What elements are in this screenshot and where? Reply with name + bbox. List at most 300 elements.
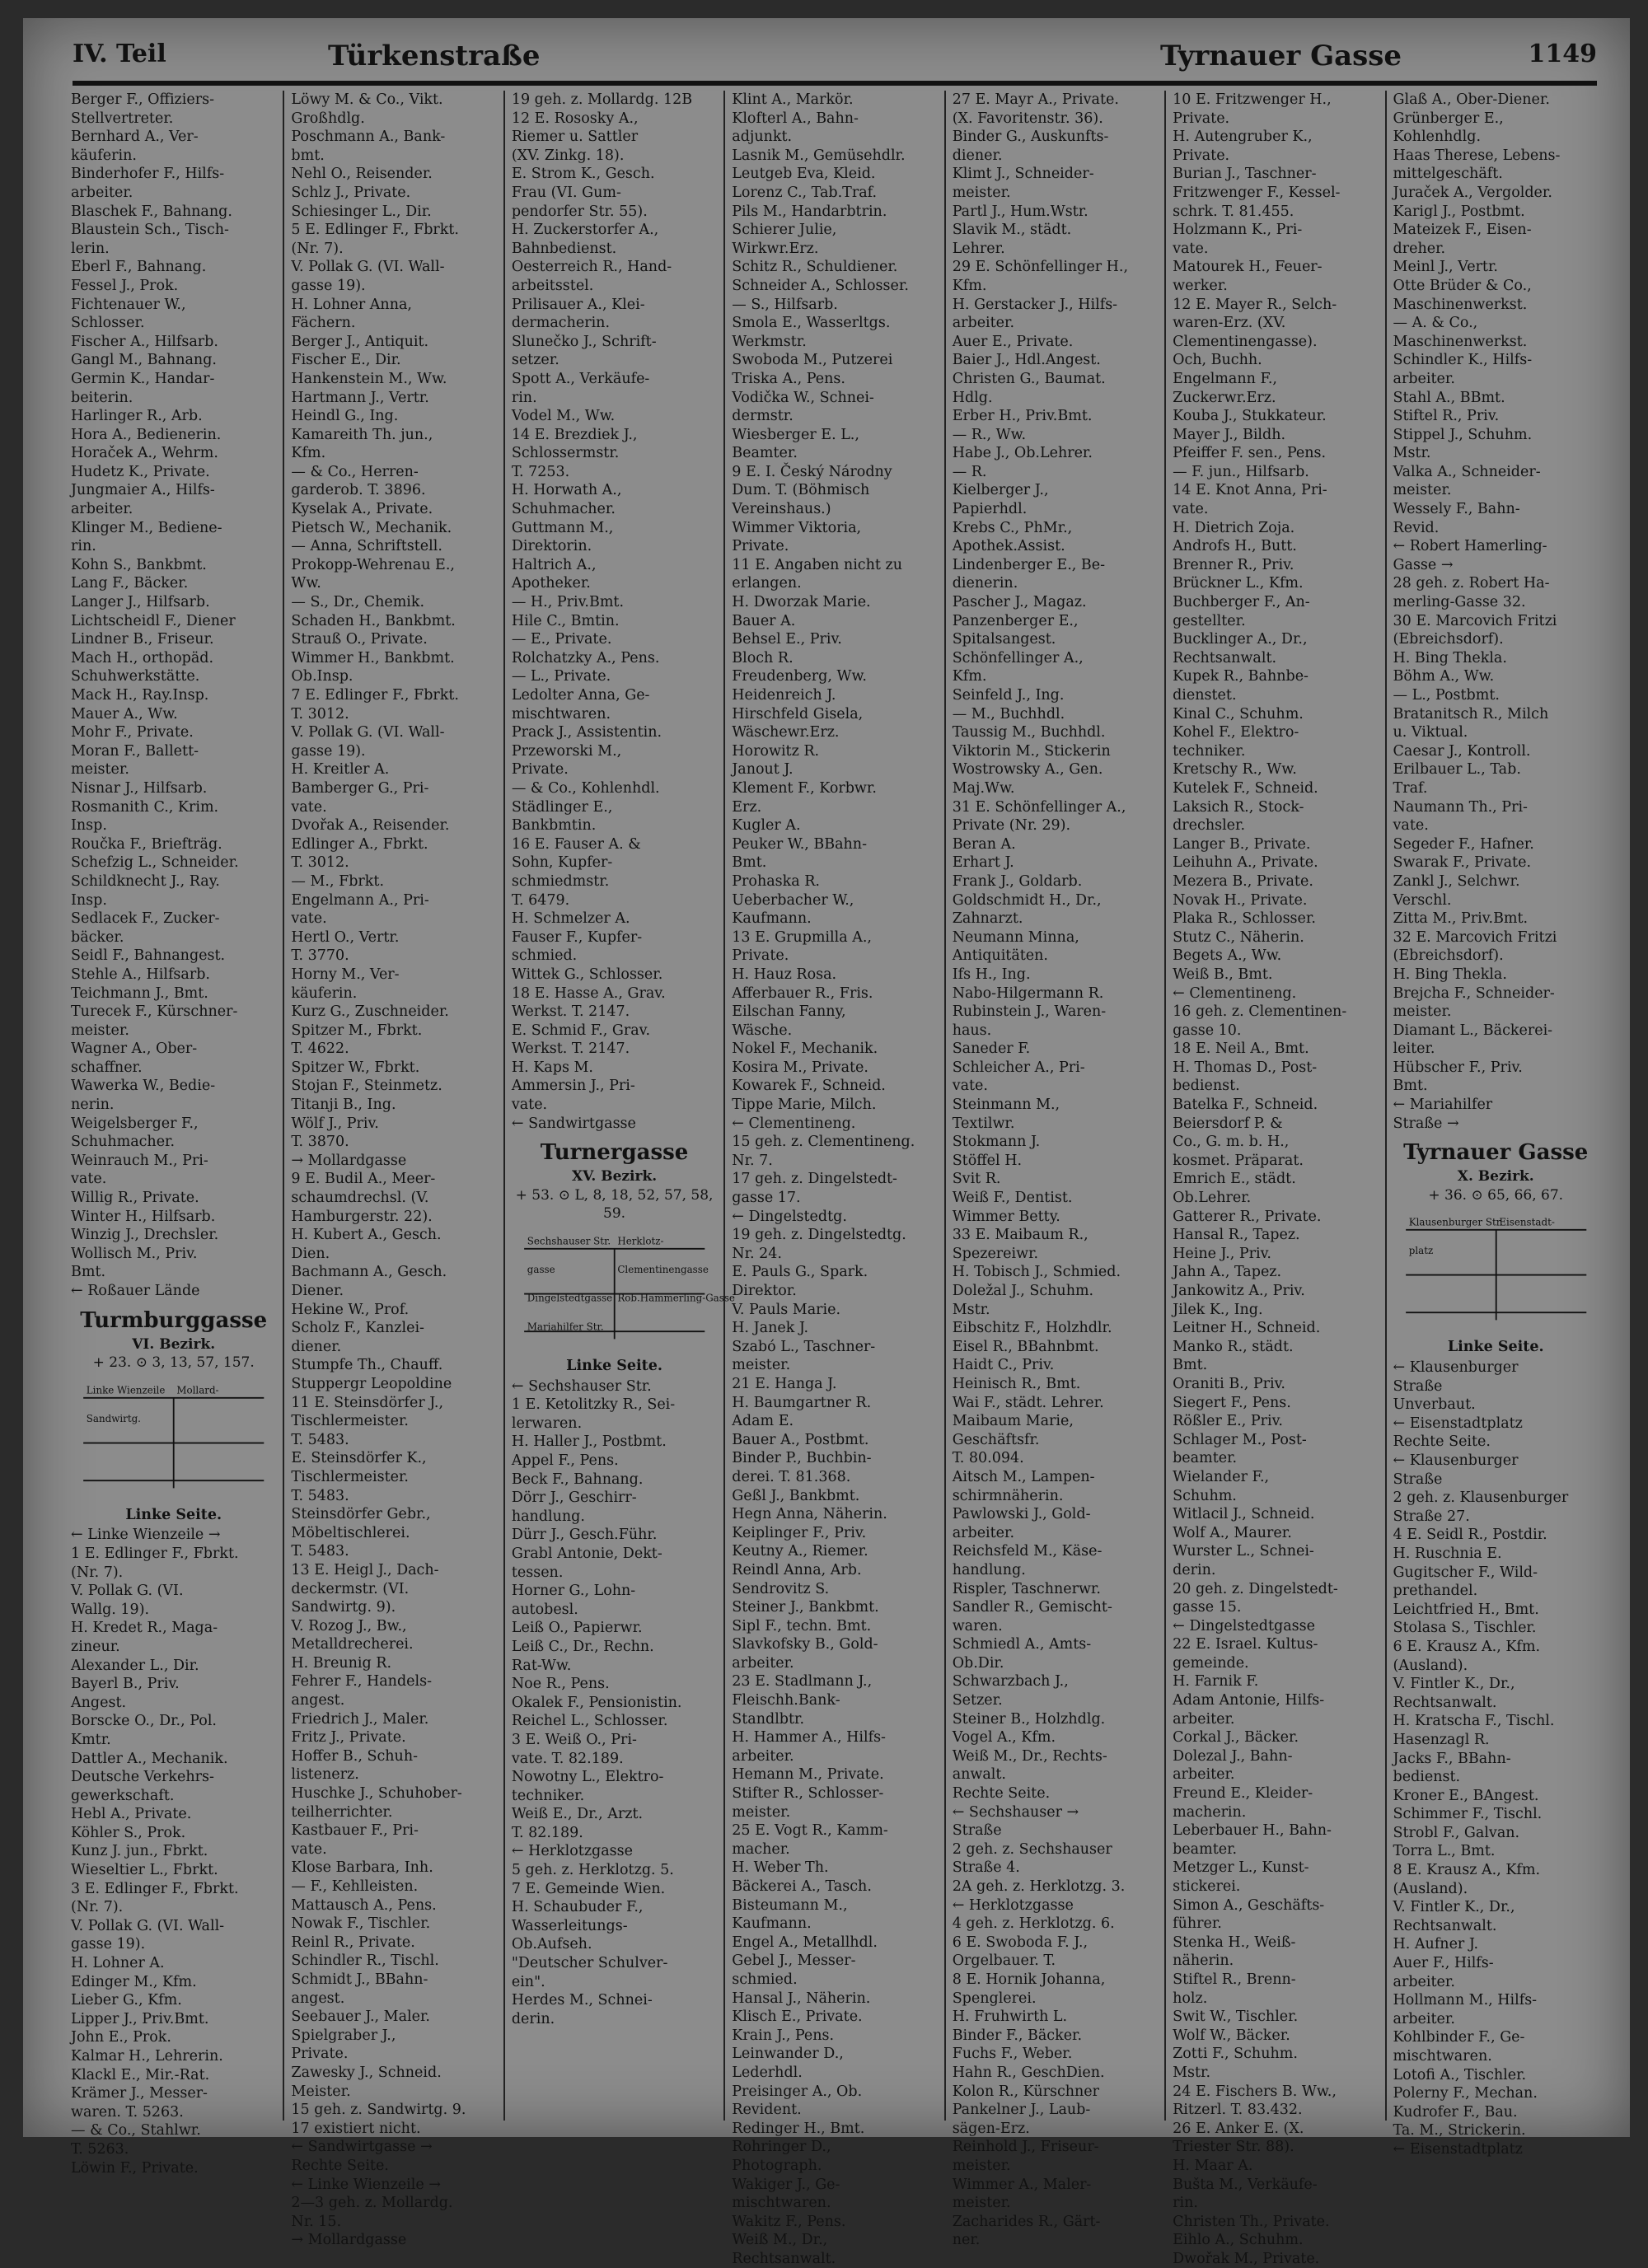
directory-entry: Ledolter Anna, Ge- — [511, 687, 650, 704]
directory-entry: Wallg. 19). — [71, 1601, 150, 1618]
directory-entry: Leihuhn A., Private. — [1173, 854, 1318, 872]
directory-entry: 16 E. Fauser A. & — [511, 835, 641, 853]
directory-entry: H. Weber Th. — [732, 1859, 829, 1877]
directory-entry: Turecek F., Kürschner- — [71, 1003, 238, 1021]
directory-entry: Nr. 7. — [732, 1152, 773, 1169]
directory-entry: Schimmer F., Tischl. — [1393, 1806, 1543, 1823]
directory-entry: Fischer A., Hilfsarb. — [71, 333, 218, 350]
directory-entry: mischtwaren. — [732, 2195, 831, 2212]
directory-entry: Grünberger E., — [1393, 110, 1504, 127]
directory-entry: Wirkwr.Erz. — [732, 240, 819, 257]
directory-entry: Schuhm. — [1173, 1487, 1237, 1504]
directory-entry: beamter. — [1173, 1450, 1238, 1467]
directory-entry: Horny M., Ver- — [291, 966, 400, 983]
side-label: Linke Seite. — [1447, 1339, 1544, 1356]
directory-entry: Bauer A., Postbmt. — [732, 1431, 869, 1448]
directory-entry: arbeiter. — [732, 1747, 794, 1765]
directory-entry: Grabl Antonie, Dekt- — [511, 1545, 662, 1562]
directory-entry: Ob.Insp. — [291, 668, 353, 685]
directory-entry: Nr. 24. — [732, 1245, 782, 1262]
directory-entry: Bachmann A., Gesch. — [291, 1264, 447, 1281]
directory-entry: Kudrofer F., Bau. — [1393, 2103, 1518, 2121]
directory-entry: — M., Buchhdl. — [952, 705, 1065, 722]
directory-entry: Zankl J., Selchwr. — [1393, 872, 1520, 890]
directory-entry: Goldschmidt H., Dr., — [952, 891, 1102, 909]
directory-entry: Spenglerei. — [952, 1990, 1037, 2007]
directory-entry: Plaka R., Schlosser. — [1173, 910, 1316, 928]
directory-entry: Seebauer J., Maler. — [291, 2008, 430, 2026]
directory-entry: Stehle A., Hilfsarb. — [71, 966, 210, 983]
directory-entry: Klackl E., Mir.-Rat. — [71, 2066, 210, 2083]
directory-entry: Klisch E., Private. — [732, 2008, 863, 2026]
directory-entry: Private. — [511, 761, 569, 779]
directory-entry: Wagner A., Ober- — [71, 1040, 198, 1058]
directory-entry: Kouba J., Stukkateur. — [1173, 408, 1327, 425]
directory-entry: Baier J., Hdl.Angest. — [952, 352, 1101, 369]
directory-entry: schaumdrechsl. (V. — [291, 1190, 429, 1207]
directory-entry: 21 E. Hanga J. — [732, 1375, 837, 1392]
directory-entry: Hansal J., Näherin. — [732, 1990, 871, 2007]
directory-entry: Rechte Seite. — [1393, 1433, 1491, 1451]
directory-entry: Spott A., Verkäufe- — [511, 370, 650, 387]
directory-entry: Ifs H., Ing. — [952, 966, 1031, 983]
directory-entry: Lindner B., Friseur. — [71, 631, 214, 648]
directory-entry: ← Herklotzgasse — [511, 1843, 633, 1860]
street-map — [517, 1228, 735, 1352]
directory-entry: T. 3770. — [291, 947, 349, 965]
directory-entry: Schlager M., Post- — [1173, 1431, 1307, 1448]
directory-entry: — L., Postbmt. — [1393, 687, 1500, 704]
directory-entry: Kastbauer F., Pri- — [291, 1822, 419, 1840]
directory-entry: Traf. — [1393, 779, 1428, 797]
directory-entry: T. 80.094. — [952, 1450, 1024, 1467]
directory-entry: H. Dietrich Zoja. — [1173, 519, 1295, 536]
directory-entry: Leutgeb Eva, Kleid. — [732, 166, 876, 183]
directory-entry: Huschke J., Schuhober- — [291, 1785, 462, 1803]
directory-entry: — M., Fbrkt. — [291, 872, 385, 890]
directory-entry: Kamareith Th. jun., — [291, 426, 433, 443]
directory-entry: (Ebreichsdorf). — [1393, 947, 1504, 965]
directory-entry: 11 E. Steinsdörfer J., — [291, 1394, 444, 1411]
directory-entry: 24 E. Fischers B. Ww., — [1173, 2083, 1337, 2100]
directory-entry: Batelka F., Schneid. — [1173, 1097, 1318, 1114]
directory-entry: Weiß M., Dr., — [732, 2232, 828, 2249]
column-4 — [725, 91, 945, 2267]
directory-entry: "Deutscher Schulver- — [511, 1955, 668, 1972]
directory-entry: schaffner. — [71, 1059, 143, 1076]
directory-entry: Emrich E., städt. — [1173, 1171, 1296, 1188]
part-label: IV. Teil — [73, 40, 166, 68]
directory-entry: Mstr. — [1393, 445, 1431, 462]
directory-entry: Kroner E., BAngest. — [1393, 1787, 1539, 1804]
directory-entry: Bloch R. — [732, 649, 794, 666]
directory-entry: Leichtfried H., Bmt. — [1393, 1601, 1539, 1618]
directory-entry: Geßl J., Bankbmt. — [732, 1487, 860, 1504]
directory-entry: 19 geh. z. Mollardg. 12B — [511, 91, 693, 108]
directory-entry: Fichtenauer W., — [71, 296, 186, 313]
directory-entry: H. Breunig R. — [291, 1654, 392, 1672]
directory-entry: macher. — [732, 1840, 790, 1858]
directory-entry: Winter H., Hilfsarb. — [71, 1208, 216, 1225]
directory-entry: H. Ruschnia E. — [1393, 1545, 1502, 1562]
directory-entry: Werkst. T. 2147. — [511, 1003, 630, 1021]
directory-entry: mittelgeschäft. — [1393, 166, 1503, 183]
district-label: VI. Bezirk. — [132, 1335, 216, 1353]
directory-entry: vate. — [291, 1840, 327, 1858]
directory-entry: Triester Str. 88). — [1173, 2139, 1295, 2156]
directory-entry: Klinger M., Bediene- — [71, 519, 222, 536]
directory-entry: Swarak F., Private. — [1393, 854, 1532, 872]
directory-entry: techniker. — [1173, 742, 1246, 760]
directory-entry: Papierhdl. — [952, 501, 1028, 518]
directory-entry: Schmiedl A., Amts- — [952, 1636, 1092, 1653]
directory-entry: Fauser F., Kupfer- — [511, 928, 643, 946]
directory-entry: Prohaska R. — [732, 872, 820, 890]
directory-entry: Otte Brüder & Co., — [1393, 277, 1532, 294]
directory-entry: 8 E. Hornik Johanna, — [952, 1971, 1106, 1988]
directory-entry: lerwaren. — [511, 1415, 583, 1432]
directory-entry: Bankbmtin. — [511, 817, 597, 835]
directory-entry: Nr. 15. — [291, 2213, 342, 2230]
directory-entry: vate. — [1173, 501, 1209, 518]
directory-entry: Bušta M., Verkäufe- — [1173, 2176, 1318, 2193]
directory-entry: Klofterl A., Bahn- — [732, 110, 859, 127]
directory-entry: Kalmar H., Lehrerin. — [71, 2048, 223, 2065]
directory-entry: 5 E. Edlinger F., Fbrkt. — [291, 222, 459, 239]
directory-entry: Hile C., Bmtin. — [511, 612, 620, 629]
directory-entry: Private. — [732, 538, 789, 555]
directory-entry: Clementinengasse). — [1173, 333, 1318, 350]
directory-entry: H. Lohner Anna, — [291, 296, 412, 313]
directory-entry: Steiner B., Holzhdlg. — [952, 1710, 1106, 1728]
directory-entry: gasse 15. — [1173, 1599, 1242, 1616]
directory-entry: 2—3 geh. z. Mollardg. — [291, 2195, 453, 2212]
directory-entry: Rispler, Taschnerwr. — [952, 1580, 1101, 1597]
directory-entry: Prack J., Assistentin. — [511, 724, 662, 741]
directory-entry: Guttmann M., — [511, 519, 614, 536]
directory-entry: H. Horwath A., — [511, 482, 622, 499]
directory-entry: Swit W., Tischler. — [1173, 2008, 1299, 2026]
directory-entry: Private. — [291, 2046, 349, 2063]
directory-entry: Vodel M., Ww. — [511, 408, 616, 425]
directory-entry: V. Rozog J., Bw., — [291, 1617, 407, 1634]
directory-entry: Zahnarzt. — [952, 910, 1023, 928]
directory-entry: Meister. — [291, 2083, 351, 2100]
directory-entry: Maschinenwerkst. — [1393, 333, 1528, 350]
directory-entry: Eilschan Fanny, — [732, 1003, 846, 1021]
directory-entry: Auer E., Private. — [952, 333, 1074, 350]
directory-entry: V. Pollak G. (VI. Wall- — [71, 1917, 225, 1934]
directory-entry: gasse 19). — [291, 742, 366, 760]
map-label: Linke Wienzeile — [86, 1384, 166, 1396]
column-5 — [946, 91, 1166, 2249]
directory-entry: H. Kredet R., Maga- — [71, 1620, 218, 1637]
directory-entry: — F., Kehlleisten. — [291, 1878, 419, 1895]
directory-entry: Lederhdl. — [732, 2064, 803, 2081]
directory-entry: Hekine W., Prof. — [291, 1301, 410, 1318]
directory-entry: Insp. — [71, 817, 107, 835]
directory-entry: H. Hammer A., Hilfs- — [732, 1729, 886, 1747]
directory-entry: Geschäftsfr. — [952, 1431, 1040, 1448]
directory-entry: 32 E. Marcovich Fritzi — [1393, 928, 1557, 946]
page-number: 1149 — [1528, 40, 1597, 68]
directory-entry: Simon A., Geschäfts- — [1173, 1896, 1325, 1914]
directory-entry: Erber H., Priv.Bmt. — [952, 408, 1093, 425]
directory-entry: derin. — [1173, 1561, 1216, 1578]
directory-entry: 17 existiert nicht. — [291, 2120, 421, 2137]
directory-entry: Stahl A., BBmt. — [1393, 389, 1505, 406]
directory-entry: Przeworski M., — [511, 742, 622, 760]
directory-entry: Langer J., Hilfsarb. — [71, 594, 210, 611]
directory-entry: Stiftel R., Brenn- — [1173, 1971, 1296, 1988]
directory-entry: arbeiter. — [1393, 2010, 1455, 2027]
transit-lines: + 23. ⊙ 3, 13, 57, 157. — [92, 1354, 255, 1372]
street-heading: Turmburggasse — [80, 1307, 268, 1333]
directory-entry: arbeiter. — [1393, 370, 1455, 387]
directory-entry: Lindenberger E., Be- — [952, 556, 1106, 573]
directory-entry: Habe J., Ob.Lehrer. — [952, 445, 1093, 462]
directory-entry: 6 E. Krausz A., Kfm. — [1393, 1638, 1541, 1655]
directory-entry: dermacherin. — [511, 315, 611, 332]
map-label: Sechshauser Str. — [527, 1235, 611, 1247]
directory-entry: handlung. — [952, 1561, 1026, 1578]
directory-entry: Insp. — [71, 891, 107, 909]
directory-entry: 2A geh. z. Herklotzg. 3. — [952, 1878, 1126, 1895]
directory-entry: Seidl F., Bahnangest. — [71, 947, 226, 965]
directory-entry: arbeiter. — [952, 315, 1015, 332]
directory-entry: schmied. — [732, 1971, 798, 1988]
directory-entry: Reichel L., Schlosser. — [511, 1713, 668, 1730]
directory-entry: (Ebreichsdorf). — [1393, 631, 1504, 648]
directory-entry: Schlz J., Private. — [291, 184, 411, 201]
directory-entry: 2 geh. z. Sechshauser — [952, 1840, 1112, 1858]
directory-entry: — E., Private. — [511, 631, 612, 648]
map-label: Eisenstadt- — [1498, 1216, 1555, 1228]
directory-entry: — Anna, Schriftstell. — [291, 538, 442, 555]
directory-entry: Jankowitz A., Priv. — [1173, 1283, 1305, 1299]
directory-entry: Straße 4. — [952, 1859, 1020, 1877]
directory-entry: Taussig M., Buchhdl. — [952, 724, 1106, 741]
directory-entry: 29 E. Schönfellinger H., — [952, 259, 1129, 276]
directory-entry: gewerkschaft. — [71, 1787, 175, 1804]
directory-entry: Stellvertreter. — [71, 110, 174, 127]
directory-entry: Schitz R., Schuldiener. — [732, 259, 898, 276]
directory-entry: Bäckerei A., Tasch. — [732, 1878, 872, 1895]
directory-entry: gasse 19). — [71, 1936, 146, 1953]
directory-entry: Lotofi A., Tischler. — [1393, 2066, 1527, 2083]
directory-entry: merling-Gasse 32. — [1393, 594, 1526, 611]
directory-entry: V. Pollak G. (VI. Wall- — [291, 724, 445, 741]
directory-entry: Hansal R., Tapez. — [1173, 1227, 1300, 1244]
directory-entry: Wakiger J., Ge- — [732, 2176, 840, 2193]
directory-entry: Eisel R., BBahnbmt. — [952, 1338, 1099, 1355]
directory-entry: V. Fintler K., Dr., — [1393, 1676, 1515, 1693]
column-7 — [1387, 91, 1605, 2158]
directory-entry: meister. — [71, 761, 129, 779]
directory-entry: adjunkt. — [732, 129, 793, 146]
directory-entry: Stokmann J. — [952, 1134, 1041, 1151]
directory-entry: anwalt. — [952, 1766, 1006, 1784]
directory-entry: Engelmann F., — [1173, 370, 1277, 387]
directory-entry: Burian J., Taschner- — [1173, 166, 1317, 183]
directory-entry: 1 E. Edlinger F., Fbrkt. — [71, 1545, 239, 1562]
directory-entry: H. Kratscha F., Tischl. — [1393, 1713, 1555, 1730]
directory-entry: beiterin. — [71, 389, 133, 406]
map-label: Klausenburger Str. — [1408, 1216, 1503, 1228]
directory-entry: 20 geh. z. Dingelstedt- — [1173, 1580, 1338, 1597]
directory-entry: Sipl F., techn. Bmt. — [732, 1617, 872, 1634]
directory-entry: — S., Hilfsarb. — [732, 296, 838, 313]
directory-entry: Wiesberger E. L., — [732, 426, 859, 443]
directory-entry: Kaufmann. — [732, 910, 812, 928]
directory-entry: Swoboda M., Putzerei — [732, 352, 893, 369]
directory-entry: Straße 27. — [1393, 1508, 1470, 1525]
directory-entry: Wolf A., Maurer. — [1173, 1524, 1292, 1541]
directory-entry: ← Sandwirtgasse — [511, 1115, 636, 1132]
directory-entry: Bmt. — [71, 1264, 106, 1281]
directory-entry: Kfm. — [952, 277, 987, 294]
directory-entry: Behsel E., Priv. — [732, 631, 842, 648]
directory-entry: Rechtsanwalt. — [1393, 1917, 1497, 1934]
directory-entry: Kowarek F., Schneid. — [732, 1078, 886, 1095]
directory-entry: ← Sechshauser Str. — [511, 1377, 652, 1395]
directory-entry: Beran A. — [952, 835, 1016, 853]
directory-entry: Ammersin J., Pri- — [511, 1078, 635, 1095]
directory-entry: Rechtsanwalt. — [1173, 649, 1277, 666]
directory-entry: 7 E. Gemeinde Wien. — [511, 1880, 666, 1897]
directory-entry: Lorenz C., Tab.Traf. — [732, 184, 878, 201]
directory-entry: Schuhmacher. — [511, 501, 616, 518]
directory-entry: Teichmann J., Bmt. — [71, 984, 208, 1002]
directory-entry: Smola E., Wasserltgs. — [732, 315, 891, 332]
directory-entry: Diamant L., Bäckerei- — [1393, 1022, 1553, 1039]
directory-entry: dreher. — [1393, 240, 1446, 257]
side-label: Linke Seite. — [125, 1506, 222, 1523]
directory-entry: leiter. — [1393, 1040, 1435, 1058]
directory-entry: rin. — [71, 538, 96, 555]
column-1 — [64, 91, 284, 2177]
directory-entry: Dvořak A., Reisender. — [291, 817, 450, 835]
directory-entry: Leberbauer H., Bahn- — [1173, 1822, 1332, 1840]
directory-entry: Möbeltischlerei. — [291, 1524, 410, 1541]
directory-entry: Werkmstr. — [732, 333, 807, 350]
directory-entry: vate. — [1393, 817, 1429, 835]
directory-entry: → Mollardgasse — [291, 1152, 407, 1169]
directory-entry: Mack H., Ray.Insp. — [71, 687, 209, 704]
directory-entry: Eberl F., Bahnang. — [71, 259, 207, 276]
directory-entry: Rößler E., Priv. — [1173, 1413, 1283, 1430]
directory-entry: derin. — [511, 2010, 555, 2027]
directory-entry: Wäsche. — [732, 1022, 793, 1039]
directory-entry: Co., G. m. b. H., — [1173, 1134, 1290, 1151]
directory-entry: Bauer A. — [732, 612, 796, 629]
directory-entry: Jungmaier A., Hilfs- — [71, 482, 215, 499]
directory-entry: vate. — [952, 1078, 988, 1095]
directory-entry: E. Strom K., Gesch. — [511, 166, 655, 183]
directory-entry: H. Zuckerstorfer A., — [511, 222, 659, 239]
directory-entry: 26 E. Anker E. (X. — [1173, 2120, 1304, 2137]
directory-entry: Weiß B., Bmt. — [1173, 966, 1273, 983]
directory-entry: Direktorin. — [511, 538, 592, 555]
directory-entry: Dattler A., Mechanik. — [71, 1750, 228, 1767]
directory-entry: ← Robert Hamerling- — [1393, 538, 1547, 555]
directory-entry: 4 geh. z. Herklotzg. 6. — [952, 1915, 1115, 1933]
directory-entry: Stöffel H. — [952, 1152, 1023, 1169]
directory-entry: meister. — [1393, 1003, 1452, 1021]
directory-entry: meister. — [732, 1357, 791, 1374]
directory-entry: Keiplinger F., Priv. — [732, 1524, 867, 1541]
directory-entry: Nisnar J., Hilfsarb. — [71, 779, 208, 797]
directory-entry: H. Schaubuder F., — [511, 1899, 644, 1916]
directory-entry: 3 E. Edlinger F., Fbrkt. — [71, 1880, 239, 1897]
directory-entry: Riemer u. Sattler — [511, 129, 639, 146]
directory-entry: Jahn A., Tapez. — [1173, 1264, 1282, 1281]
directory-entry: Eibschitz F., Holzhdlr. — [952, 1320, 1112, 1337]
directory-entry: (Nr. 7). — [71, 1564, 124, 1581]
directory-entry: Wimmer H., Bankbmt. — [291, 649, 455, 666]
directory-entry: 11 E. Angaben nicht zu — [732, 556, 902, 573]
directory-entry: — & Co., Kohlenhdl. — [511, 779, 660, 797]
directory-entry: listenerz. — [291, 1766, 359, 1784]
directory-entry: Neumann Minna, — [952, 928, 1079, 946]
directory-entry: Hoffer B., Schuh- — [291, 1747, 418, 1765]
directory-entry: — S., Dr., Chemik. — [291, 594, 425, 611]
directory-entry: Bamberger G., Pri- — [291, 779, 429, 797]
directory-entry: Brenner R., Priv. — [1173, 556, 1295, 573]
directory-entry: Novak H., Private. — [1173, 891, 1308, 909]
directory-entry: Ob.Dir. — [952, 1654, 1004, 1672]
column-3 — [505, 91, 735, 2121]
directory-entry: Nokel F., Mechanik. — [732, 1040, 878, 1058]
directory-entry: Fischer E., Dir. — [291, 352, 401, 369]
directory-entry: Kunz J. jun., Fbrkt. — [71, 1843, 208, 1860]
directory-entry: Blaschek F., Bahnang. — [71, 203, 232, 220]
directory-entry: Siegert F., Pens. — [1173, 1394, 1291, 1411]
transit-lines: + 36. ⊙ 65, 66, 67. — [1428, 1186, 1564, 1204]
directory-entry: Verschl. — [1393, 891, 1452, 909]
directory-entry: T. 3870. — [291, 1134, 349, 1151]
directory-entry: dienstet. — [1173, 687, 1237, 704]
directory-entry: Heindl G., Ing. — [291, 408, 399, 425]
street-map — [1398, 1209, 1594, 1333]
directory-entry: Hudetz K., Private. — [71, 463, 210, 480]
directory-entry: Zawesky J., Schneid. — [291, 2064, 442, 2081]
directory-entry: angest. — [291, 1990, 345, 2007]
directory-entry: Kurz G., Zuschneider. — [291, 1003, 449, 1021]
directory-entry: Reichsfeld M., Käse- — [952, 1543, 1103, 1560]
directory-entry: 10 E. Fritzwenger H., — [1173, 91, 1332, 108]
directory-entry: Preisinger A., Ob. — [732, 2083, 863, 2100]
directory-entry: Svit R. — [952, 1171, 1001, 1188]
directory-entry: gemeinde. — [1173, 1654, 1249, 1672]
directory-entry: Stifter R., Schlosser- — [732, 1785, 884, 1803]
directory-entry: arbeiter. — [1173, 1710, 1235, 1728]
directory-entry: Heine J., Priv. — [1173, 1245, 1271, 1262]
directory-entry: Szabó L., Taschner- — [732, 1338, 876, 1355]
directory-entry: Bahnbedienst. — [511, 240, 617, 257]
directory-entry: Corkal J., Bäcker. — [1173, 1729, 1299, 1747]
directory-entry: Brejcha F., Schneider- — [1393, 984, 1555, 1002]
directory-entry: (Nr. 7). — [71, 1899, 124, 1916]
directory-entry: Mateizek F., Eisen- — [1393, 222, 1532, 239]
directory-entry: (Ausland). — [1393, 1657, 1468, 1674]
directory-entry: 9 E. Budil A., Meer- — [291, 1171, 436, 1188]
directory-entry: T. 5483. — [291, 1431, 349, 1448]
directory-entry: Frank J., Goldarb. — [952, 872, 1083, 890]
directory-entry: Mayer J., Bildh. — [1173, 426, 1286, 443]
directory-entry: 12 E. Rososky A., — [511, 110, 639, 127]
directory-entry: Antiquitäten. — [952, 947, 1048, 965]
